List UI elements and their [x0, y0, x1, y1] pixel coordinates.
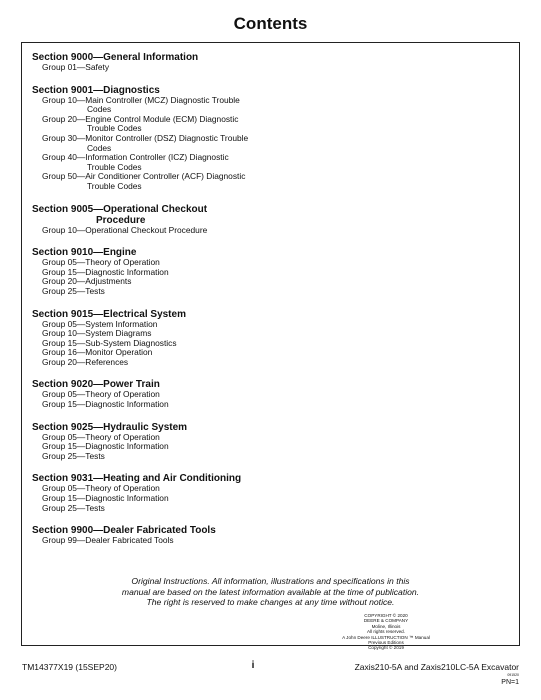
group-entry[interactable]: [32, 63, 292, 73]
group-entry-text: Group 05—Theory of Operation: [42, 389, 160, 400]
section-title[interactable]: [32, 204, 292, 226]
copyright-line: COPYRIGHT © 2020: [364, 613, 408, 618]
notice-line: The right is reserved to make changes at any time without notice.: [146, 597, 395, 607]
footer-manual-title: Zaxis210-5A and Zaxis210LC-5A Excavator: [354, 662, 519, 672]
group-entry-text: Group 20—Adjustments: [42, 276, 132, 287]
copyright-line: DEERE & COMPANY: [363, 618, 409, 624]
legal-notice: [0, 576, 541, 608]
group-entry[interactable]: [32, 504, 292, 514]
group-entry[interactable]: [32, 536, 292, 546]
group-entry-continuation: Trouble Codes: [87, 180, 142, 191]
toc-section: [32, 247, 292, 296]
group-entry-continuation: Trouble Codes: [87, 123, 142, 134]
group-entry-text: Group 16—Monitor Operation: [42, 347, 153, 358]
toc-section: [32, 52, 292, 73]
section-title-text: Section 9025—Hydraulic System: [32, 421, 188, 433]
group-entry-continuation: Codes: [87, 104, 112, 115]
group-entry[interactable]: [32, 96, 292, 115]
footer-code: 091520: [507, 673, 519, 677]
group-entry-text: Group 05—Theory of Operation: [42, 483, 160, 494]
section-title-text: Section 9005—Operational Checkout: [32, 203, 208, 215]
group-entry[interactable]: [32, 153, 292, 172]
group-entry-continuation: Codes: [87, 142, 112, 153]
group-entry-text: Group 50—Air Conditioner Controller (ACF) Diagnostic: [42, 171, 246, 182]
group-entry[interactable]: [32, 452, 292, 462]
group-entry-text: Group 10—Operational Checkout Procedure: [42, 224, 208, 235]
section-title-text: Section 9900—Dealer Fabricated Tools: [32, 525, 216, 537]
group-entry[interactable]: [32, 134, 292, 153]
section-title-text: Section 9031—Heating and Air Conditioning: [32, 473, 242, 485]
toc-section: [32, 422, 292, 462]
group-entry-text: Group 15—Diagnostic Information: [42, 441, 169, 452]
notice-line: manual are based on the latest information available at the time of publication.: [121, 586, 420, 597]
toc-section: [32, 309, 292, 368]
group-entry[interactable]: [32, 287, 292, 297]
toc-section: [32, 204, 292, 236]
copyright-line: All rights reserved.: [366, 629, 406, 635]
group-entry-continuation: Trouble Codes: [87, 161, 142, 172]
group-entry[interactable]: [32, 400, 292, 410]
section-title-text: Section 9020—Power Train: [32, 379, 160, 391]
toc-section: [32, 525, 292, 546]
footer-manual-id: TM14377X19 (15SEP20): [22, 662, 117, 672]
page-title: Contents: [233, 14, 308, 33]
group-entry-text: Group 30—Monitor Controller (DSZ) Diagnostic Trouble: [42, 132, 249, 143]
group-entry-text: Group 25—Tests: [42, 285, 105, 296]
group-entry-text: Group 15—Diagnostic Information: [42, 266, 169, 277]
group-entry-text: Group 15—Sub-System Diagnostics: [42, 337, 177, 348]
section-title-text: Section 9000—General Information: [32, 52, 199, 63]
group-entry-text: Group 10—Main Controller (MCZ) Diagnostic Trouble: [42, 94, 240, 105]
group-entry[interactable]: [32, 172, 292, 191]
group-entry-text: Group 05—Theory of Operation: [42, 257, 160, 268]
footer-pn: PN=1: [501, 679, 519, 686]
table-of-contents: [32, 52, 292, 558]
group-entry-text: Group 25—Tests: [42, 450, 105, 461]
copyright-line: Previous Editions: [368, 640, 404, 646]
notice-line: Original Instructions. All information, illustrations and specifications in this: [131, 576, 410, 586]
toc-section: [32, 85, 292, 192]
group-entry-text: Group 20—References: [42, 356, 129, 367]
group-entry-text: Group 15—Diagnostic Information: [42, 399, 169, 410]
section-title-text: Section 9010—Engine: [32, 247, 137, 259]
group-entry[interactable]: [32, 115, 292, 134]
copyright-line: Moline, Illinois: [371, 623, 401, 629]
footer-page-number: i: [251, 660, 255, 671]
group-entry-text: Group 40—Information Controller (ICZ) Diagnostic: [42, 152, 229, 163]
group-entry-text: Group 15—Diagnostic Information: [42, 493, 169, 504]
group-entry-text: Group 99—Dealer Fabricated Tools: [42, 535, 174, 546]
group-entry-text: Group 10—System Diagrams: [42, 328, 152, 339]
copyright-line: A John Deere ILLUSTRUCTION ™ Manual: [342, 634, 430, 640]
copyright-block: [316, 613, 456, 651]
section-title-text: Section 9015—Electrical System: [32, 308, 186, 320]
toc-section: [32, 379, 292, 409]
group-entry-text: Group 01—Safety: [42, 62, 110, 72]
group-entry[interactable]: [32, 358, 292, 368]
group-entry-text: Group 05—Theory of Operation: [42, 431, 160, 442]
copyright-line: Copyright © 2019: [368, 645, 404, 651]
group-entry-text: Group 20—Engine Control Module (ECM) Diagnostic: [42, 113, 239, 124]
group-entry-text: Group 05—System Information: [42, 318, 158, 329]
toc-section: [32, 473, 292, 513]
section-title-continuation: Procedure: [96, 214, 146, 226]
group-entry-text: Group 25—Tests: [42, 502, 105, 513]
group-entry[interactable]: [32, 226, 292, 236]
section-title-text: Section 9001—Diagnostics: [32, 84, 160, 96]
